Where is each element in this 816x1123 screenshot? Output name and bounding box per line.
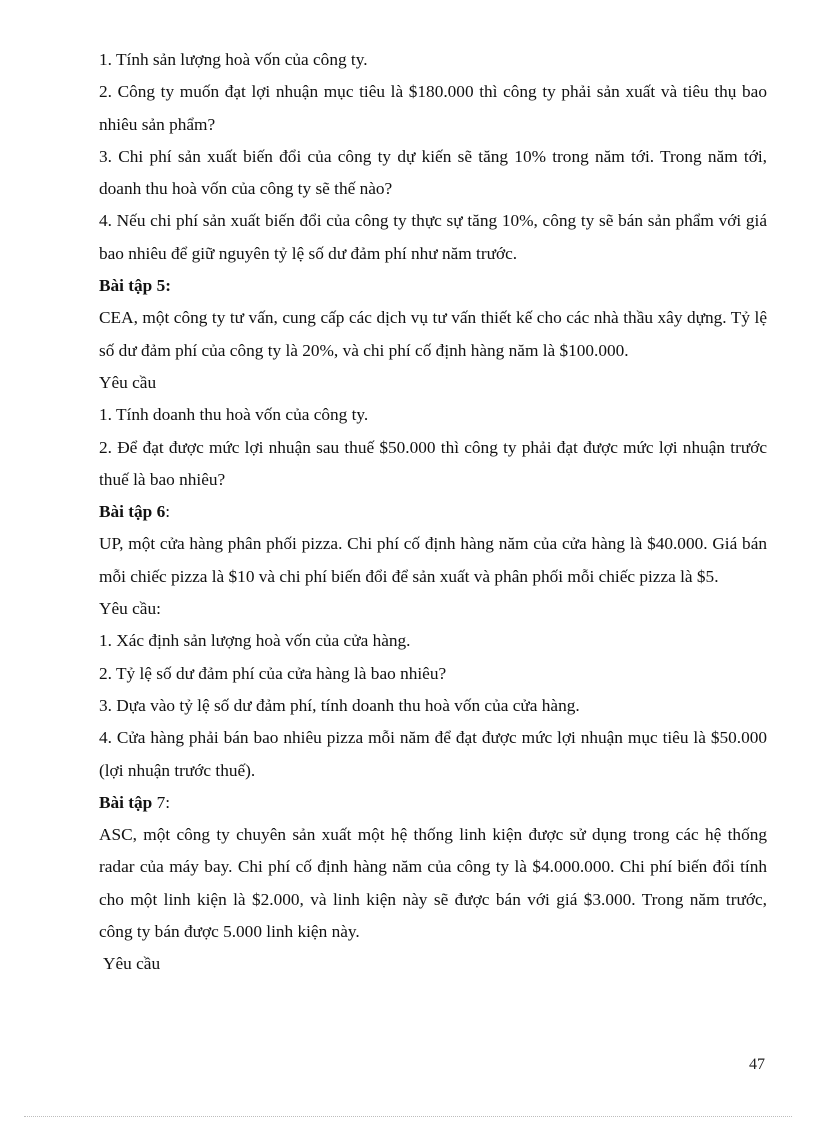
- exercise-7-requirement: Yêu cầu: [103, 954, 161, 974]
- exercise-7-body: ASC, một công ty chuyên sản xuất một hệ thống linh kiện được sử dụng trong các hệ thống radar của máy bay. Chi phí cố định hàng năm của công ty là $4.000.000. Chi phí biến đổi tính cho một linh kiện là $2.000, và linh kiện này sẽ được bán với giá $3.000. Trong năm trước, công ty bán được 5.000 linh kiện này.: [99, 825, 767, 942]
- question-6-1: 1. Xác định sản lượng hoà vốn của cửa hàng.: [99, 631, 411, 651]
- question-6-2: 2. Tỷ lệ số dư đảm phí của cửa hàng là bao nhiêu?: [99, 663, 447, 683]
- exercise-7-title: Bài tập: [99, 792, 157, 812]
- exercise-7-number: 7:: [156, 792, 171, 812]
- question-4-1: 1. Tính sản lượng hoà vốn của công ty.: [99, 50, 368, 69]
- question-5-2: 2. Để đạt được mức lợi nhuận sau thuế $50.000 thì công ty phải đạt được mức lợi nhuận trước thuế là bao nhiêu?: [99, 437, 767, 489]
- page-bottom-divider: [24, 1116, 792, 1117]
- exercise-7-heading: [99, 787, 767, 819]
- exercise-5-heading: [99, 270, 767, 302]
- exercise-6-title: Bài tập 6: [99, 502, 166, 522]
- exercise-6-body: UP, một cửa hàng phân phối pizza. Chi phí cố định hàng năm của cửa hàng là $40.000. Giá bán mỗi chiếc pizza là $10 và chi phí biến đổi để sản xuất và phân phối mỗi chiếc pizza là $5.: [99, 534, 767, 586]
- exercise-6-heading: [99, 496, 767, 528]
- exercise-5-body: CEA, một công ty tư vấn, cung cấp các dịch vụ tư vấn thiết kế cho các nhà thầu xây dựng. Tỷ lệ số dư đảm phí của công ty là 20%, và chi phí cố định hàng năm là $100.000.: [99, 308, 767, 360]
- exercise-6-colon: :: [165, 502, 171, 522]
- question-5-1: 1. Tính doanh thu hoà vốn của công ty.: [99, 405, 369, 425]
- page-content: [99, 44, 767, 981]
- question-6-4: 4. Cửa hàng phải bán bao nhiêu pizza mỗi năm để đạt được mức lợi nhuận mục tiêu là $50.000 (lợi nhuận trước thuế).: [99, 728, 767, 780]
- page-number: 47: [749, 1056, 765, 1073]
- question-4-4: 4. Nếu chi phí sản xuất biến đổi của công ty thực sự tăng 10%, công ty sẽ bán sản phẩm với giá bao nhiêu để giữ nguyên tỷ lệ số dư đảm phí như năm trước.: [99, 211, 767, 263]
- exercise-6-requirement: Yêu cầu:: [99, 599, 161, 619]
- question-4-2: 2. Công ty muốn đạt lợi nhuận mục tiêu là $180.000 thì công ty phải sản xuất và tiêu thụ bao nhiêu sản phẩm?: [99, 82, 767, 134]
- question-6-3: 3. Dựa vào tỷ lệ số dư đảm phí, tính doanh thu hoà vốn của cửa hàng.: [99, 695, 580, 715]
- question-4-3: 3. Chi phí sản xuất biến đổi của công ty dự kiến sẽ tăng 10% trong năm tới. Trong năm tới, doanh thu hoà vốn của công ty sẽ thế nào?: [99, 146, 767, 199]
- exercise-5-requirement: Yêu cầu: [99, 372, 157, 392]
- exercise-5-title: Bài tập 5:: [99, 276, 172, 296]
